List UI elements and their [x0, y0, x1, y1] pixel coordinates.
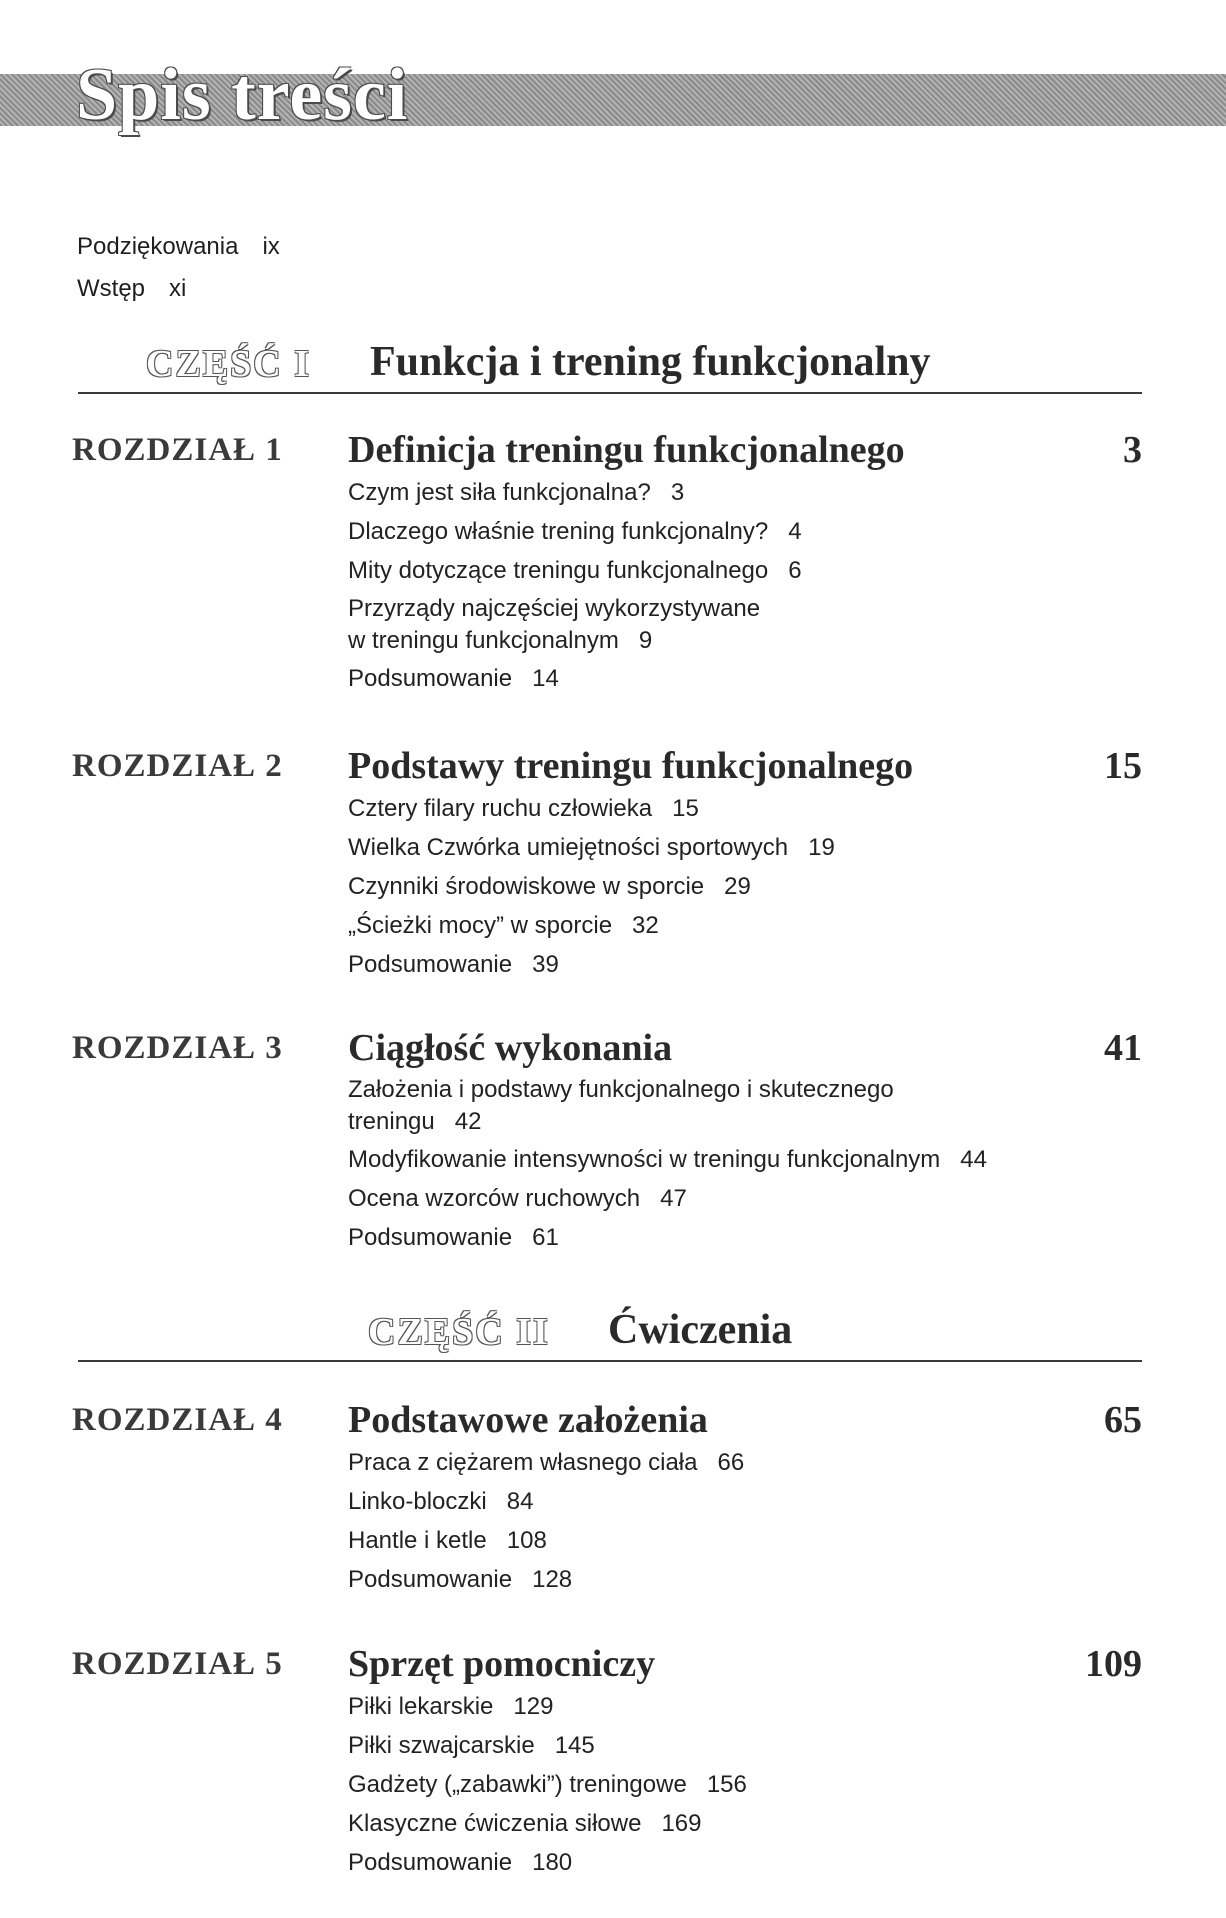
entry-page: 47 — [660, 1185, 687, 1212]
chapter-label: ROZDZIAŁ 4 — [72, 1402, 283, 1438]
entry-page: 129 — [513, 1693, 554, 1720]
entry-page: 9 — [638, 627, 653, 654]
entry-page: 66 — [717, 1449, 745, 1476]
toc-entry[interactable] — [348, 831, 835, 865]
chapter-page: 65 — [1104, 1399, 1142, 1441]
front-matter-page: xi — [169, 275, 187, 302]
entry-title: Klasyczne ćwiczenia siłowe — [348, 1810, 642, 1837]
entry-page: 61 — [532, 1224, 559, 1251]
toc-entry[interactable] — [348, 476, 802, 510]
entry-title: „Ścieżki mocy” w sporcie — [348, 912, 613, 939]
entry-title-line1: Założenia i podstawy funkcjonalnego i skutecznego — [348, 1076, 894, 1103]
entry-page: 14 — [532, 665, 559, 692]
chapter-page: 41 — [1104, 1027, 1142, 1069]
chapter-title[interactable]: Ciągłość wykonania — [348, 1027, 673, 1069]
toc-entry[interactable] — [348, 515, 802, 549]
entry-page: 32 — [632, 912, 659, 939]
entry-title: Gadżety („zabawki”) treningowe — [348, 1771, 687, 1798]
toc-entry[interactable] — [348, 1729, 747, 1763]
entry-title: Piłki lekarskie — [348, 1693, 494, 1720]
entry-page: 6 — [788, 557, 802, 584]
entry-page: 180 — [532, 1849, 573, 1876]
toc-entry[interactable] — [348, 1485, 744, 1519]
front-matter-page: ix — [262, 233, 280, 260]
entry-title: Podsumowanie — [348, 1224, 513, 1251]
entry-title: Czynniki środowiskowe w sporcie — [348, 873, 705, 900]
entry-title: Podsumowanie — [348, 1849, 513, 1876]
entry-title: Podsumowanie — [348, 665, 513, 692]
toc-entry[interactable] — [348, 1182, 987, 1216]
entry-title: Podsumowanie — [348, 951, 513, 978]
entry-title: Modyfikowanie intensywności w treningu funkcjonalnym — [348, 1146, 941, 1173]
part-heading-1 — [78, 336, 1142, 394]
entry-title: Dlaczego właśnie trening funkcjonalny? — [348, 518, 769, 545]
toc-entry[interactable] — [348, 1524, 744, 1558]
entry-page: 169 — [661, 1810, 702, 1837]
chapter-entries — [348, 1074, 987, 1260]
toc-entry[interactable] — [348, 1690, 747, 1724]
entry-page: 145 — [554, 1732, 595, 1759]
toc-entry[interactable] — [348, 662, 802, 696]
entry-title: Wielka Czwórka umiejętności sportowych — [348, 834, 789, 861]
toc-entry[interactable] — [348, 1768, 747, 1802]
entry-page: 15 — [672, 795, 699, 822]
entry-page: 39 — [532, 951, 559, 978]
toc-entry[interactable] — [348, 1221, 987, 1255]
entry-title: Piłki szwajcarskie — [348, 1732, 535, 1759]
front-matter-item[interactable] — [77, 226, 280, 268]
toc-entry[interactable] — [348, 1446, 744, 1480]
entry-title: Hantle i ketle — [348, 1527, 487, 1554]
chapter-page: 15 — [1104, 745, 1142, 787]
chapter-title[interactable]: Podstawowe założenia — [348, 1399, 708, 1441]
entry-page: 19 — [808, 834, 835, 861]
toc-entry[interactable] — [348, 1807, 747, 1841]
part-label: CZĘŚĆ I — [146, 343, 311, 385]
chapter-label: ROZDZIAŁ 1 — [72, 432, 283, 468]
front-matter-label: Podziękowania — [77, 233, 239, 260]
front-matter — [77, 226, 280, 310]
entry-page: 42 — [454, 1108, 482, 1135]
chapter-page: 3 — [1123, 429, 1142, 471]
entry-page: 44 — [960, 1146, 987, 1173]
entry-page: 156 — [706, 1771, 747, 1798]
chapter-label: ROZDZIAŁ 5 — [72, 1646, 283, 1682]
part-title: Ćwiczenia — [608, 1307, 793, 1353]
part-heading-2 — [78, 1304, 1142, 1362]
toc-entry[interactable] — [348, 554, 802, 588]
page-title: Spis treści — [76, 54, 409, 136]
toc-entry[interactable] — [348, 948, 835, 982]
chapter-label: ROZDZIAŁ 2 — [72, 748, 283, 784]
toc-entry[interactable] — [348, 1846, 747, 1880]
part-label: CZĘŚĆ II — [368, 1311, 550, 1353]
entry-page: 4 — [788, 518, 802, 545]
entry-page: 29 — [724, 873, 751, 900]
chapter-title[interactable]: Definicja treningu funkcjonalnego — [348, 429, 905, 471]
entry-page: 84 — [506, 1488, 534, 1515]
entry-title: Cztery filary ruchu człowieka — [348, 795, 653, 822]
chapter-entries — [348, 1446, 744, 1602]
entry-page: 108 — [506, 1527, 547, 1554]
part-title: Funkcja i trening funkcjonalny — [370, 339, 931, 385]
chapter-entries — [348, 476, 802, 701]
entry-title-line2: treningu — [348, 1108, 435, 1135]
chapter-title[interactable]: Podstawy treningu funkcjonalnego — [348, 745, 914, 787]
entry-title: Linko-bloczki — [348, 1488, 487, 1515]
entry-title-line1: Przyrządy najczęściej wykorzystywane — [348, 595, 761, 622]
toc-entry[interactable] — [348, 593, 802, 657]
entry-title: Ocena wzorców ruchowych — [348, 1185, 641, 1212]
toc-entry[interactable] — [348, 792, 835, 826]
entry-page: 128 — [532, 1566, 573, 1593]
chapter-title[interactable]: Sprzęt pomocniczy — [348, 1643, 656, 1685]
chapter-page: 109 — [1085, 1643, 1142, 1685]
entry-page: 3 — [670, 479, 685, 506]
front-matter-label: Wstęp — [77, 275, 146, 302]
chapter-entries — [348, 792, 835, 987]
chapter-entries — [348, 1690, 747, 1885]
toc-entry[interactable] — [348, 1074, 987, 1138]
entry-title: Czym jest siła funkcjonalna? — [348, 479, 651, 506]
toc-entry[interactable] — [348, 870, 835, 904]
entry-title-line2: w treningu funkcjonalnym — [348, 627, 619, 654]
toc-entry[interactable] — [348, 909, 835, 943]
toc-entry[interactable] — [348, 1563, 744, 1597]
toc-entry[interactable] — [348, 1143, 987, 1177]
front-matter-item[interactable] — [77, 268, 280, 310]
entry-title: Mity dotyczące treningu funkcjonalnego — [348, 557, 769, 584]
entry-title: Praca z ciężarem własnego ciała — [348, 1449, 698, 1476]
entry-title: Podsumowanie — [348, 1566, 513, 1593]
chapter-label: ROZDZIAŁ 3 — [72, 1030, 283, 1066]
